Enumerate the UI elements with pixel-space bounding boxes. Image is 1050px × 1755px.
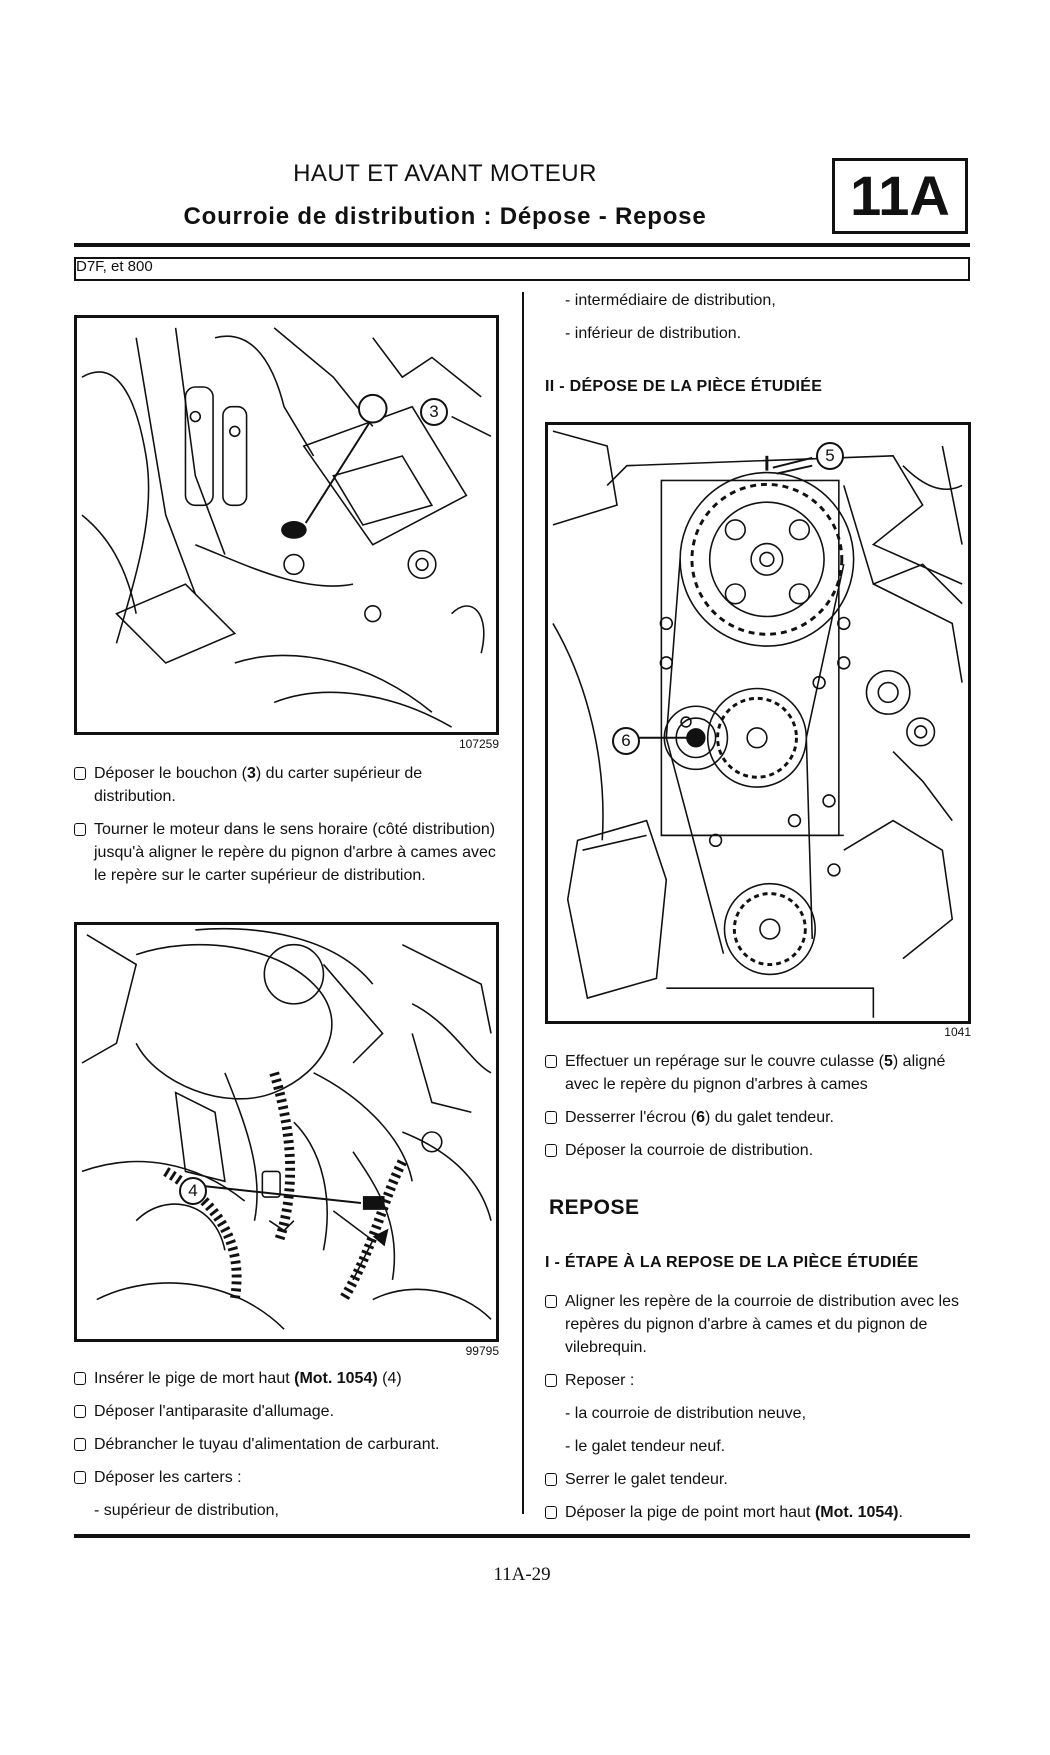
checkbox-icon xyxy=(545,1473,557,1486)
sub-new-tensioner: - le galet tendeur neuf. xyxy=(565,1438,726,1455)
checkbox-icon xyxy=(74,1438,86,1451)
right-steps-removal xyxy=(545,1050,975,1172)
timing-belt-illustration xyxy=(548,425,968,1021)
step-remove-pin: Déposer la pige de point mort haut (Mot. 1054). xyxy=(545,1501,975,1524)
figure-id-label: 1041 xyxy=(944,1025,971,1039)
callout-3: 3 xyxy=(420,398,448,426)
callout-5: 5 xyxy=(816,442,844,470)
checkbox-icon xyxy=(545,1055,557,1068)
checkbox-icon xyxy=(74,767,86,780)
checkbox-icon xyxy=(545,1374,557,1387)
step-insert-pin: Insérer le pige de mort haut (Mot. 1054) (4) xyxy=(74,1367,514,1390)
step-align-marks: Aligner les repère de la courroie de distribution avec les repères du pignon d'arbre à cames et du pignon de vilebrequin. xyxy=(545,1290,975,1359)
left-steps-bottom xyxy=(74,1367,514,1532)
right-subitems-top xyxy=(545,289,975,355)
checkbox-icon xyxy=(74,1405,86,1418)
callout-4: 4 xyxy=(179,1177,207,1205)
callout-6: 6 xyxy=(612,727,640,755)
step-tighten-tensioner: Serrer le galet tendeur. xyxy=(545,1468,975,1491)
step-turn-engine: Tourner le moteur dans le sens horaire (côté distribution) jusqu'à aligner le repère du pignon d'arbre à cames avec le repère sur le carter supérieur de distribution. xyxy=(74,818,504,887)
checkbox-icon xyxy=(545,1295,557,1308)
header-rule xyxy=(74,243,970,247)
section-heading-refit: I - ÉTAPE À LA REPOSE DE LA PIÈCE ÉTUDIÉE xyxy=(545,1254,919,1271)
step-disconnect-fuel-pipe: Débrancher le tuyau d'alimentation de carburant. xyxy=(74,1433,514,1456)
step-remove-belt: Déposer la courroie de distribution. xyxy=(545,1139,975,1162)
tdc-pin-illustration xyxy=(77,925,496,1339)
checkbox-icon xyxy=(74,823,86,836)
step-remove-covers: Déposer les carters : xyxy=(74,1466,514,1489)
section-heading-removal: II - DÉPOSE DE LA PIÈCE ÉTUDIÉE xyxy=(545,378,823,395)
footer-rule xyxy=(74,1534,970,1538)
figure-tdc-pin xyxy=(74,922,499,1342)
right-steps-refit xyxy=(545,1290,975,1534)
step-remove-plug: Déposer le bouchon (3) du carter supérieur de distribution. xyxy=(74,762,504,808)
left-steps-top xyxy=(74,762,504,897)
sub-lower-cover: - inférieur de distribution. xyxy=(565,325,742,342)
repose-heading: REPOSE xyxy=(549,1196,640,1219)
variant-label: D7F, et 800 xyxy=(76,258,153,275)
section-code-badge: 11A xyxy=(832,158,968,234)
step-remove-suppressor: Déposer l'antiparasite d'allumage. xyxy=(74,1400,514,1423)
checkbox-icon xyxy=(545,1506,557,1519)
step-refit: Reposer : xyxy=(545,1369,975,1392)
checkbox-icon xyxy=(74,1471,86,1484)
step-mark-cover: Effectuer un repérage sur le couvre culasse (5) aligné avec le repère du pignon d'arbres à cames xyxy=(545,1050,975,1096)
variant-box xyxy=(74,257,970,281)
engine-plug-illustration xyxy=(77,318,496,732)
figure-id-label: 99795 xyxy=(465,1344,499,1358)
figure-id-label: 107259 xyxy=(458,737,499,751)
sub-upper-cover: - supérieur de distribution, xyxy=(94,1502,279,1519)
sub-intermediate-cover: - intermédiaire de distribution, xyxy=(565,292,776,309)
checkbox-icon xyxy=(74,1372,86,1385)
checkbox-icon xyxy=(545,1144,557,1157)
figure-engine-top-plug xyxy=(74,315,499,735)
step-loosen-nut: Desserrer l'écrou (6) du galet tendeur. xyxy=(545,1106,975,1129)
sub-new-belt: - la courroie de distribution neuve, xyxy=(565,1405,807,1422)
figure-timing-belt xyxy=(545,422,971,1024)
column-divider xyxy=(522,292,524,1514)
page-number: 11A-29 xyxy=(493,1564,551,1585)
page-title: HAUT ET AVANT MOTEUR xyxy=(293,160,597,187)
checkbox-icon xyxy=(545,1111,557,1124)
page-subtitle: Courroie de distribution : Dépose - Repose xyxy=(183,203,707,230)
